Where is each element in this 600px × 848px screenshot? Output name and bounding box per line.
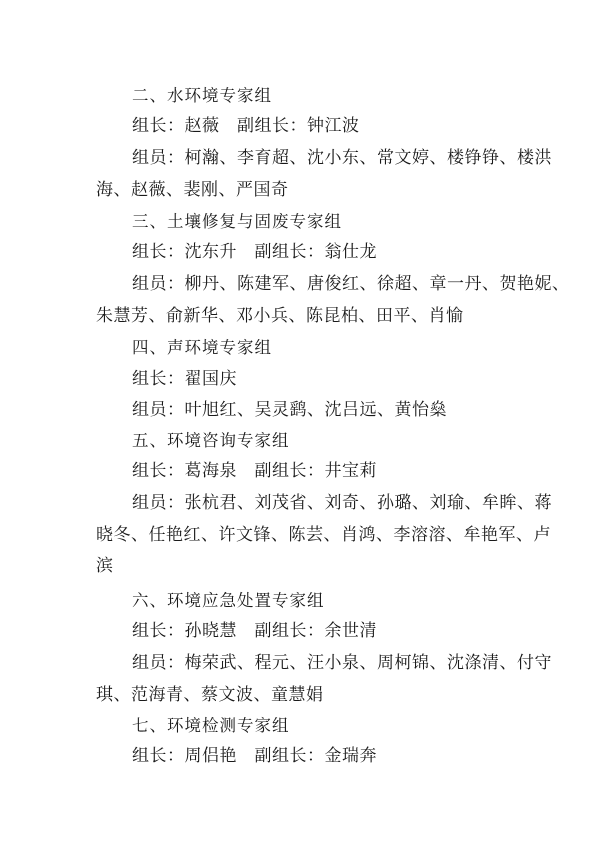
section-heading: 五、环境咨询专家组 (132, 431, 290, 450)
section-members-line: 组员：梅荣武、程元、汪小泉、周柯锦、沈涤清、付守 (132, 653, 552, 673)
section-heading: 七、环境检测专家组 (132, 716, 290, 735)
section-members-line: 晓冬、任艳红、许文锋、陈芸、肖鸿、李溶溶、牟艳军、卢 (96, 525, 551, 545)
section-members-line: 滨 (96, 556, 114, 576)
section-members-line: 组员：叶旭红、吴灵鹞、沈吕远、黄怡燊 (132, 400, 447, 420)
section-heading: 三、土壤修复与固废专家组 (132, 212, 342, 231)
section-leader: 组长：翟国庆 (132, 369, 237, 389)
section-members-line: 琪、范海青、蔡文波、童慧娟 (96, 685, 324, 705)
section-heading: 四、声环境专家组 (132, 338, 272, 357)
section-members-line: 组员：张杭君、刘茂省、刘奇、孙璐、刘瑜、牟眸、蒋 (132, 493, 552, 513)
section-leader: 组长：周侣艳 副组长：金瑞奔 (132, 746, 377, 766)
section-leader: 组长：沈东升 副组长：翁仕龙 (132, 242, 377, 262)
section-members-line: 朱慧芳、俞新华、邓小兵、陈昆柏、田平、肖愉 (96, 306, 464, 326)
section-heading: 六、环境应急处置专家组 (132, 591, 325, 610)
section-leader: 组长：赵薇 副组长：钟江波 (132, 116, 360, 136)
section-members-line: 海、赵薇、裴刚、严国奇 (96, 180, 289, 200)
section-members-line: 组员：柯瀚、李育超、沈小东、常文婷、楼铮铮、楼洪 (132, 148, 552, 168)
section-members-line: 组员：柳丹、陈建军、唐俊红、徐超、章一丹、贺艳妮、 (132, 274, 570, 294)
section-leader: 组长：葛海泉 副组长：井宝莉 (132, 461, 377, 481)
section-leader: 组长：孙晓慧 副组长：余世清 (132, 621, 377, 641)
section-heading: 二、水环境专家组 (132, 86, 272, 105)
